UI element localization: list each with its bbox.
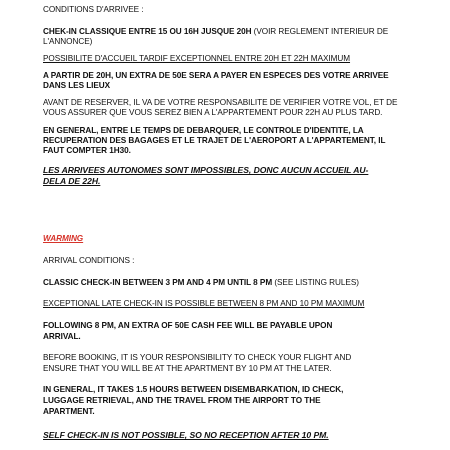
en-late-checkin: EXCEPTIONAL LATE CHECK-IN IS POSSIBLE BETWEEN 8 PM AND 10 PM MAXIMUM <box>43 299 365 308</box>
en-extra-line-2: ARRIVAL. <box>43 332 81 341</box>
fr-checkin-line-2: L'ANNONCE) <box>43 37 93 46</box>
en-checkin-line <box>43 278 408 288</box>
fr-late-checkin: POSSIBILITE D'ACCUEIL TARDIF EXCEPTIONNEL ENTRE 20H ET 22H MAXIMUM <box>43 54 351 63</box>
fr-checkin-bold: CHEK-IN CLASSIQUE ENTRE 15 OU 16H JUSQUE 20H <box>43 27 252 36</box>
en-general-line-2: LUGGAGE RETRIEVAL, AND THE TRAVEL FROM THE AIRPORT TO THE <box>43 396 321 405</box>
en-verify-line-2: ENSURE THAT YOU WILL BE AT THE APARTMENT BY 10 PM AT THE LATER. <box>43 364 332 373</box>
fr-general-line-1: EN GENERAL, ENTRE LE TEMPS DE DEBARQUER, LE CONTROLE D'IDENTITE, LA <box>43 126 364 135</box>
fr-extra-line-1: A PARTIR DE 20H, UN EXTRA DE 50E SERA A PAYER EN ESPECES DES VOTRE ARRIVEE <box>43 71 389 80</box>
fr-verify-line-2: VOUS ASSURER QUE VOUS SEREZ BIEN A L'APPARTEMENT POUR 22H AU PLUS TARD. <box>43 108 383 117</box>
en-extra-line-1: FOLLOWING 8 PM, AN EXTRA OF 50E CASH FEE WILL BE PAYABLE UPON <box>43 321 333 330</box>
en-checkin-bold: CLASSIC CHECK-IN BETWEEN 3 PM AND 4 PM UNTIL 8 PM <box>43 278 273 287</box>
en-general-line-3: APARTMENT. <box>43 407 95 416</box>
fr-general-line-2: RECUPERATION DES BAGAGES ET LE TRAJET DE L'AEROPORT A L'APPARTEMENT, IL <box>43 136 386 145</box>
fr-verify-line-1: AVANT DE RESERVER, IL VA DE VOTRE RESPONSABILITE DE VERIFIER VOTRE VOL, ET DE <box>43 98 398 107</box>
fr-general-line-3: FAUT COMPTER 1H30. <box>43 146 131 155</box>
en-checkin-rest: (SEE LISTING RULES) <box>272 278 359 287</box>
fr-checkin-rest-1: (VOIR REGLEMENT INTERIEUR DE <box>251 27 389 36</box>
fr-autonomous-line-2: DELA DE 22H. <box>43 176 101 186</box>
fr-extra-line-2: DANS LES LIEUX <box>43 81 111 90</box>
en-title: ARRIVAL CONDITIONS : <box>43 256 135 265</box>
fr-title: CONDITIONS D'ARRIVEE : <box>43 5 144 14</box>
en-verify-line-1: BEFORE BOOKING, IT IS YOUR RESPONSIBILITY TO CHECK YOUR FLIGHT AND <box>43 353 352 362</box>
en-general-line-1: IN GENERAL, IT TAKES 1.5 HOURS BETWEEN DISEMBARKATION, ID CHECK, <box>43 385 344 394</box>
fr-checkin-line-1 <box>43 27 408 37</box>
en-self-checkin: SELF CHECK-IN IS NOT POSSIBLE, SO NO RECEPTION AFTER 10 PM. <box>43 430 329 440</box>
fr-autonomous-line-1: LES ARRIVEES AUTONOMES SONT IMPOSSIBLES, DONC AUCUN ACCUEIL AU- <box>43 165 369 175</box>
warning-heading: WARMING <box>43 234 84 243</box>
